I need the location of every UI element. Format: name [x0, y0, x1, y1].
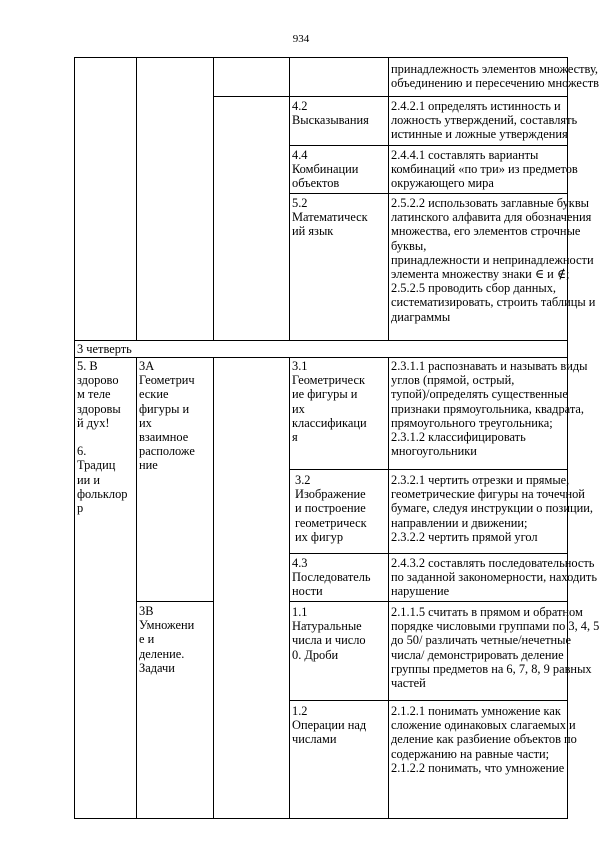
col2-continuation: [136, 57, 214, 341]
subtopic-cell-32: [289, 469, 389, 554]
objective-cell-2522-line: элемента множеству знаки ∈ и ∉;: [391, 267, 570, 282]
topic-cell-42: [289, 96, 389, 146]
unit-cell-3a-line: их: [139, 415, 152, 430]
objective-cell-2432-line: 2.4.3.2 составлять последовательность: [391, 556, 595, 570]
section-cell-line: м теле: [77, 387, 111, 402]
objective-cell-2115-line: частей: [391, 676, 426, 691]
objective-cell-2522-line: систематизировать, строить таблицы и: [391, 295, 596, 310]
unit-cell-3a-line: взаимное: [139, 430, 189, 445]
objective-cell-r0-line: принадлежность элементов множеству,: [391, 62, 599, 76]
unit-cell-3a-line: расположе: [139, 444, 195, 459]
objective-cell-2321-line: 2.3.2.2 чертить прямой угол: [391, 529, 538, 544]
objective-cell-2522-line: 2.5.2.5 проводить сбор данных,: [391, 281, 557, 296]
subtopic-cell-12-line: числами: [292, 732, 337, 747]
objective-cell-2115-line: числа/ демонстрировать деление: [391, 647, 564, 662]
section-cell-line: фольклор: [77, 486, 128, 501]
topic-cell-44-line: объектов: [292, 176, 340, 191]
unit-cell-3b-line: Задачи: [139, 660, 175, 675]
section-cell-line: 5. В: [77, 359, 98, 373]
section-cell-line: р: [77, 501, 84, 516]
objective-cell-2311-line: тупой)/определять существенные: [391, 387, 568, 402]
section-cell-line: ии и: [77, 472, 100, 487]
objective-cell-2311-line: многоугольники: [391, 444, 477, 459]
section-cell-line: Традиц: [77, 458, 116, 473]
topic-cell-52-line: Математическ: [292, 210, 368, 225]
section-cell-line: 6.: [77, 444, 87, 459]
topic-cell-42-line: 4.2: [292, 99, 308, 113]
unit-cell-3b-line: деление.: [139, 646, 185, 661]
objective-cell-2421: [388, 96, 578, 146]
objective-cell-2432-line: по заданной закономерности, находить: [391, 570, 597, 585]
objective-cell-2311-line: признаки прямоугольника, квадрата,: [391, 401, 584, 416]
objective-cell-2115-line: до 50/ различать четные/нечетные: [391, 633, 571, 648]
objective-cell-2441-line: комбинаций «по три» из предметов: [391, 162, 578, 177]
quarter-row: [74, 340, 568, 358]
objective-cell-2321-line: направлении и движении;: [391, 515, 528, 530]
subtopic-cell-32-line: Изображение: [295, 487, 366, 502]
objective-cell-2115: [388, 601, 600, 701]
subtopic-cell-32-line: 3.2: [295, 473, 311, 487]
topic-cell-52-line: ий язык: [292, 224, 334, 239]
subtopic-cell-31: [289, 357, 389, 470]
topic-cell-44-line: Комбинации: [292, 162, 359, 177]
objective-cell-2121: [388, 700, 577, 819]
subtopic-cell-11: [289, 601, 389, 701]
unit-cell-3a-line: фигуры и: [139, 401, 190, 416]
col2-lower: [213, 357, 290, 819]
section-cell: [74, 357, 137, 819]
page-number: 934: [292, 33, 310, 45]
subtopic-cell-31-line: классификаци: [292, 415, 367, 430]
subtopic-cell-43-line: Последователь: [292, 570, 371, 585]
objective-cell-2432: [388, 553, 597, 602]
section-cell-line: й дух!: [77, 415, 110, 430]
topic-cell-52: [289, 193, 389, 341]
objective-cell-2115-line: группы предметов на 6, 7, 8, 9 равных: [391, 661, 592, 676]
objective-cell-2522: [388, 193, 596, 341]
objective-cell-2522-line: принадлежности и непринадлежности: [391, 252, 594, 267]
objective-cell-2522-line: множества, его элементов строчные: [391, 224, 581, 239]
objective-cell-2321-line: 2.3.2.1 чертить отрезки и прямые,: [391, 473, 570, 487]
col3-continuation: [213, 96, 290, 341]
topic-cell-42-line: Высказывания: [292, 113, 369, 128]
objective-cell-2321: [388, 469, 593, 554]
objective-cell-2115-line: 2.1.1.5 считать в прямом и обратном: [391, 605, 583, 619]
objective-cell-r0: [388, 57, 599, 97]
objective-cell-2441: [388, 145, 578, 194]
subtopic-cell-31-line: ие фигуры и: [292, 387, 358, 402]
subtopic-cell-32-line: геометрическ: [295, 515, 367, 530]
objective-cell-2421-line: истинные и ложные утверждения: [391, 127, 568, 142]
objective-cell-2421-line: ложность утверждений, составлять: [391, 113, 578, 128]
col3-continuation-top: [213, 57, 290, 97]
subtopic-cell-31-line: Геометрическ: [292, 373, 365, 388]
unit-cell-3b-line: 3В: [139, 604, 154, 618]
subtopic-cell-43-line: ности: [292, 584, 323, 599]
objective-cell-2441-line: окружающего мира: [391, 176, 494, 191]
unit-cell-3a: [136, 357, 214, 602]
objective-cell-2522-line: латинского алфавита для обозначения: [391, 210, 592, 225]
section-cell-line: здоровы: [77, 401, 121, 416]
subtopic-cell-11-line: 1.1: [292, 605, 308, 619]
unit-cell-3a-line: ние: [139, 458, 158, 473]
topic-cell-r0: [289, 57, 389, 97]
objective-cell-2311: [388, 357, 588, 470]
objective-cell-2522-line: 2.5.2.2 использовать заглавные буквы: [391, 196, 590, 210]
col1-continuation: [74, 57, 137, 341]
subtopic-cell-31-line: их: [292, 401, 305, 416]
unit-cell-3b-line: е и: [139, 632, 155, 647]
topic-cell-44-line: 4.4: [292, 148, 308, 162]
objective-cell-2121-line: содержанию на равные части;: [391, 746, 550, 761]
subtopic-cell-12-line: Операции над: [292, 718, 367, 733]
unit-cell-3b: [136, 601, 214, 819]
objective-cell-2311-line: углов (прямой, острый,: [391, 373, 515, 388]
objective-cell-2522-line: диаграммы: [391, 309, 451, 324]
objective-cell-2121-line: 2.1.2.1 понимать умножение как: [391, 704, 561, 718]
objective-cell-2121-line: деление как разбиение объектов по: [391, 732, 577, 747]
unit-cell-3a-line: 3А: [139, 359, 155, 373]
subtopic-cell-11-line: Натуральные: [292, 619, 362, 634]
subtopic-cell-43: [289, 553, 389, 602]
objective-cell-2432-line: нарушение: [391, 584, 450, 599]
objective-cell-2121-line: 2.1.2.2 понимать, что умножение: [391, 760, 565, 775]
section-cell-line: [77, 430, 134, 444]
objective-cell-2311-line: прямоугольного треугольника;: [391, 415, 553, 430]
unit-cell-3a-line: Геометрич: [139, 373, 195, 388]
subtopic-cell-32-line: и построение: [295, 501, 366, 516]
subtopic-cell-11-line: числа и число: [292, 633, 366, 648]
topic-cell-44: [289, 145, 389, 194]
topic-cell-52-line: 5.2: [292, 196, 308, 210]
objective-cell-2121-line: сложение одинаковых слагаемых и: [391, 718, 576, 733]
objective-cell-2522-line: буквы,: [391, 238, 427, 253]
quarter-label: 3 четверть: [77, 342, 132, 356]
objective-cell-2115-line: порядке числовыми группами по 3, 4, 5: [391, 619, 600, 634]
subtopic-cell-11-line: 0. Дроби: [292, 647, 339, 662]
subtopic-cell-31-line: 3.1: [292, 359, 308, 373]
objective-cell-2421-line: 2.4.2.1 определять истинность и: [391, 99, 561, 113]
subtopic-cell-12-line: 1.2: [292, 704, 308, 718]
subtopic-cell-31-line: я: [292, 430, 298, 445]
subtopic-cell-43-line: 4.3: [292, 556, 308, 570]
objective-cell-r0-line: объединению и пересечению множеств: [391, 76, 599, 91]
objective-cell-2311-line: 2.3.1.1 распознавать и называть виды: [391, 359, 588, 373]
subtopic-cell-12: [289, 700, 389, 819]
section-cell-line: здорово: [77, 373, 119, 388]
objective-cell-2311-line: 2.3.1.2 классифицировать: [391, 430, 526, 445]
objective-cell-2321-line: бумаге, следуя инструкции о позиции,: [391, 501, 593, 516]
unit-cell-3a-line: еские: [139, 387, 169, 402]
subtopic-cell-32-line: их фигур: [295, 529, 344, 544]
objective-cell-2321-line: геометрические фигуры на точечной: [391, 487, 585, 502]
objective-cell-2441-line: 2.4.4.1 составлять варианты: [391, 148, 539, 162]
unit-cell-3b-line: Умножени: [139, 618, 195, 633]
